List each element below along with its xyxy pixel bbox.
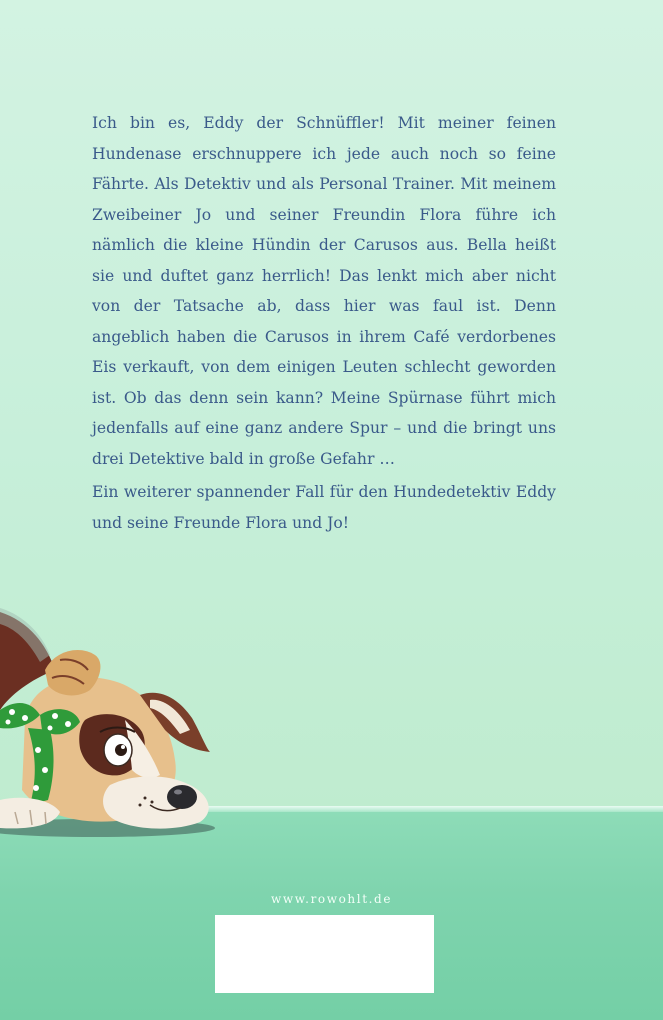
blurb-paragraph-2: Ein weiterer spannender Fall für den Hundedetektiv Eddy und seine Freunde Flora und Jo! bbox=[92, 483, 556, 532]
dog-illustration bbox=[0, 600, 230, 840]
horizon-line bbox=[200, 806, 663, 812]
blurb-paragraph-1: Ich bin es, Eddy der Schnüffler! Mit meiner feinen Hundenase erschnuppere ich jede auch noch so feine Fährte. Als Detektiv und als Personal Trainer. Mit meinem Zweibeiner Jo und seiner Freundin Flora führe ich nämlich die kleine Hündin der Carusos aus. Bella heißt sie und duftet ganz herrlich! Das lenkt mich aber nicht von der Tatsache ab, dass hier was faul ist. Denn angeblich haben die Carusos in ihrem Café verdorbenes Eis verkauft, von dem einigen Leuten schlecht geworden ist. Ob das denn sein kann? Meine Spürnase führt mich jedenfalls auf eine ganz andere Spur – und die bringt uns drei Detektive bald in große Gefahr … bbox=[92, 114, 556, 468]
publisher-url[interactable]: www.rowohlt.de bbox=[270, 892, 393, 906]
barcode-placeholder bbox=[215, 915, 434, 993]
